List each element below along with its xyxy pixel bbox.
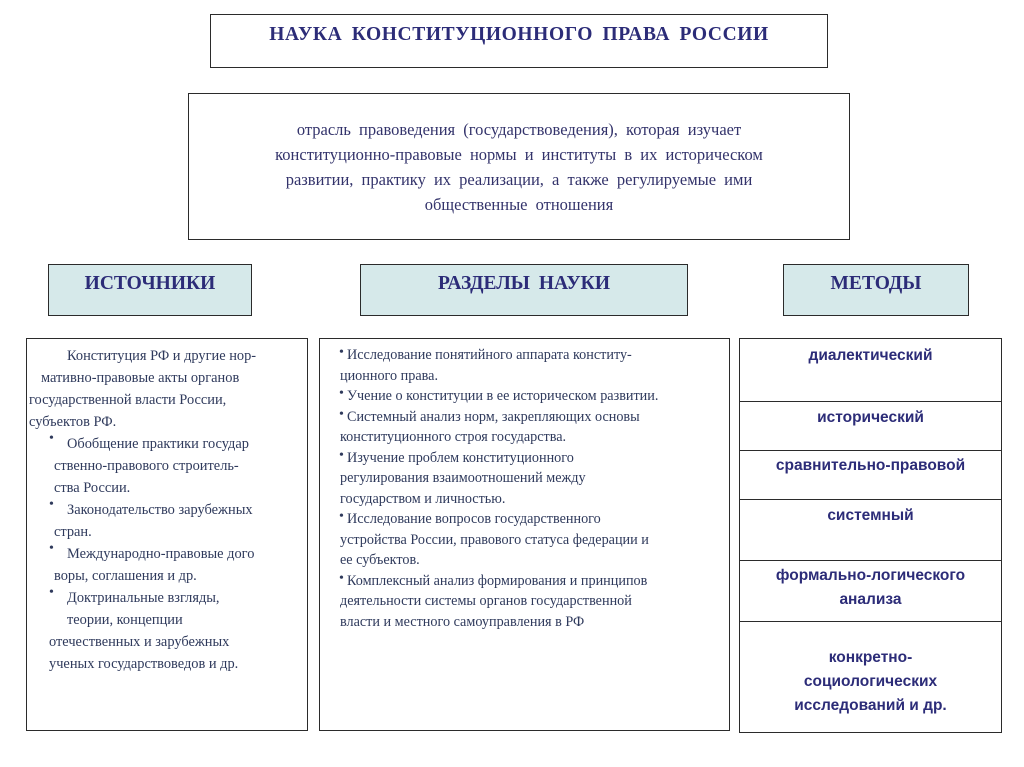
method-cell xyxy=(740,451,1001,500)
bullet-icon: • xyxy=(339,570,344,586)
bullet-icon: • xyxy=(49,431,54,446)
sections-line: Комплексный анализ формирования и принципов xyxy=(347,572,648,589)
header-methods-label: МЕТОДЫ xyxy=(830,273,922,294)
method-label: исторический xyxy=(817,409,924,426)
sections-line: деятельности системы органов государственной xyxy=(340,593,632,609)
sections-line: Изучение проблем конституционного xyxy=(347,449,574,466)
sources-box xyxy=(26,338,308,731)
sections-line: ционного права. xyxy=(340,367,439,384)
method-cell xyxy=(740,500,1001,561)
title-box xyxy=(210,14,828,68)
definition-box xyxy=(188,93,850,240)
sections-line: власти и местного самоуправления в РФ xyxy=(340,613,585,630)
method-cell xyxy=(740,561,1001,622)
method-label: формально-логического анализа xyxy=(775,567,966,608)
header-methods xyxy=(783,264,969,316)
sources-line: Законодательство зарубежных xyxy=(67,502,253,518)
bullet-icon: • xyxy=(49,541,54,556)
method-label: конкретно-социологических исследований и др. xyxy=(794,649,947,714)
method-label: сравнительно-правовой xyxy=(775,457,966,474)
bullet-icon: • xyxy=(339,345,344,360)
sources-line: Конституция РФ и другие нор- xyxy=(67,348,257,364)
header-sources-label: ИСТОЧНИКИ xyxy=(84,273,216,294)
definition-line: развитии, практику их реализации, а также регулируемые ими xyxy=(285,169,753,189)
definition-line: конституционно-правовые нормы и институты в их историческом xyxy=(275,144,763,164)
sections-line: Учение о конституции в ее историческом развитии. xyxy=(347,388,659,404)
sources-line: ственно-правового строитель- xyxy=(54,458,239,474)
sections-line: Исследование вопросов государственного xyxy=(347,511,601,527)
definition-text xyxy=(219,117,819,217)
method-label: диалектический xyxy=(808,347,933,364)
sources-line: ученых государствоведов и др. xyxy=(49,656,239,672)
sources-line: мативно-правовые акты органов xyxy=(41,370,240,386)
sources-line: Доктринальные взгляды, xyxy=(67,590,220,606)
method-cell xyxy=(740,339,1001,402)
bullet-icon: • xyxy=(49,497,54,512)
header-sections xyxy=(360,264,688,316)
header-sources xyxy=(48,264,252,316)
bullet-icon: • xyxy=(339,447,344,463)
sources-line: ства России. xyxy=(54,480,131,496)
sections-line: Системный анализ норм, закрепляющих основы xyxy=(347,408,640,425)
sections-line: устройства России, правового статуса федерации и xyxy=(340,531,649,548)
bullet-icon: • xyxy=(339,509,344,524)
bullet-icon: • xyxy=(339,386,344,401)
sources-line: государственной власти России, xyxy=(29,392,227,408)
methods-table xyxy=(739,338,1002,733)
sources-line: субъектов РФ. xyxy=(29,414,117,430)
sources-line: теории, концепции xyxy=(67,612,183,628)
sections-line: регулирования взаимоотношений между xyxy=(340,470,586,486)
sections-box xyxy=(319,338,730,731)
bullet-icon: • xyxy=(49,585,54,600)
sources-line: Обобщение практики государ xyxy=(67,436,249,452)
definition-line: общественные отношения xyxy=(424,194,614,214)
sections-line: Исследование понятийного аппарата конститу- xyxy=(347,347,632,363)
sections-line: конституционного строя государства. xyxy=(340,429,567,445)
method-cell xyxy=(740,402,1001,451)
method-label: системный xyxy=(827,507,914,524)
sections-line: ее субъектов. xyxy=(340,552,420,568)
sources-line: отечественных и зарубежных xyxy=(49,634,230,650)
bullet-icon: • xyxy=(339,406,344,422)
sources-line: воры, соглашения и др. xyxy=(54,568,197,584)
sources-line: стран. xyxy=(54,524,92,540)
header-sections-label: РАЗДЕЛЫ НАУКИ xyxy=(438,273,610,294)
method-cell xyxy=(740,622,1001,732)
definition-line: отрасль правоведения (государствоведения), которая изучает xyxy=(296,119,742,139)
sources-line: Международно-правовые дого xyxy=(67,546,255,562)
sections-line: государством и личностью. xyxy=(340,490,506,507)
page-title: НАУКА КОНСТИТУЦИОННОГО ПРАВА РОССИИ xyxy=(269,24,769,45)
